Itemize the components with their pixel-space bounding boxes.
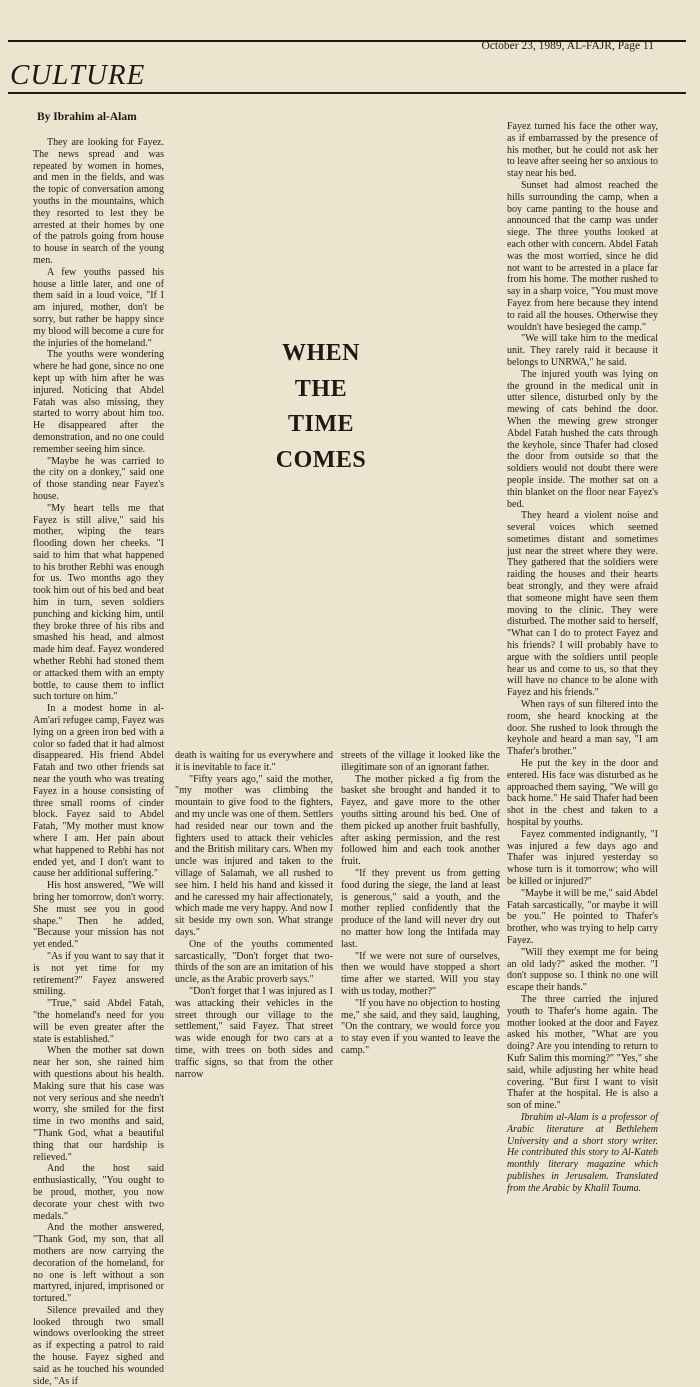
story-title-line: WHEN (281, 340, 360, 366)
article-paragraph: And the host said enthusiastically, "You ought to be proud, mother, you now decorate your chest with two medals." (33, 1163, 164, 1222)
article-paragraph: And the mother answered, "Thank God, my son, that all mothers are now carrying the decoration of the homeland, for no one is left without a son martyred, injured, imprisoned or tortured." (33, 1222, 164, 1305)
story-title-line: TIME (287, 411, 354, 437)
article-paragraph: His host answered, "We will bring her tomorrow, don't worry. She must see you in good shape." Then he added, "Because your mission has not yet ended." (33, 880, 164, 951)
byline: By Ibrahim al-Alam (37, 111, 137, 123)
article-paragraph: He put the key in the door and entered. His face was disturbed as he approached them saying, "We will go back home." He said Thafer had been shot in the chest and taken to a hospital by youths. (507, 758, 658, 829)
article-paragraph: Sunset had almost reached the hills surrounding the camp, when a boy came panting to the house and announced that the camp was under siege. The three youths looked at each other with concern. Abdel Fatah was the most worried, since he did not want to be arrested in a place far from his home. The mother rushed to say in a sharp voice, "You must move Fayez from here because they intend to raid all the houses. Otherwise they wouldn't have besieged the camp." (507, 179, 658, 333)
article-paragraph: "As if you want to say that it is not yet time for my retirement?" Fayez answered smiling. (33, 950, 164, 998)
article-paragraph: The three carried the injured youth to Thafer's home again. The mother looked at the door and Fayez asked his mother, "What are you doing? Are you intending to return to Kufr Salim this morning?" "Yes," she said, while adjusting her white head covering. "But first I want to visit Thafer at the hospital. He is also a son of mine." (507, 993, 658, 1112)
page-header-dateline: October 23, 1989, AL-FAJR, Page 11 (481, 40, 654, 52)
section-title: CULTURE (10, 59, 146, 91)
article-paragraph: "Don't forget that I was injured as I was attacking their vehicles in the street through our village to the settlement," said Fayez. That street was wide enough for two cars at a time, with trees on both sides and traffic signs, so that from the other narrow (175, 985, 333, 1080)
article-paragraph: A few youths passed his house a little later, and one of them said in a loud voice, "If I am injured, mother, don't be sorry, but rather be happy since my blood will become a cure for the injuries of the homeland." (33, 266, 164, 349)
article-paragraph: When the mother sat down near her son, she rained him with questions about his health. Making sure that his case was not very serious and she needn't worry, she smiled for the first time in two months and said, "Thank God, what a beautiful thing that our hardship is relieved." (33, 1045, 164, 1163)
article-paragraph: "My heart tells me that Fayez is still alive," said his mother, wiping the tears flooding down her cheeks. "I said to him that what happened to his brother Rebhi was enough for us. Two months ago they took him out of his bed and beat him in turn, seven soldiers punching and kicking him, until they broke three of his ribs and smashed his head, and almost made him deaf. Fayez wondered whether Rebhi had stoned them or attacked them with an empty bottle, to cause them to inflict such torture on him." (33, 502, 164, 703)
article-paragraph: death is waiting for us everywhere and it is inevitable to face it." (175, 750, 333, 773)
section-rule (8, 92, 686, 94)
article-paragraph: They are looking for Fayez. The news spread and was repeated by women in homes, and men in the fields, and was the topic of conversation among youths in the mountains, which they resorted to lest they be arrested at their homes by one of the patrols going from house to house in search of the young men. (33, 137, 164, 266)
article-paragraph: "If we were not sure of ourselves, then we would have stopped a short time after we started. Will you stay with us today, mother?" (341, 950, 500, 997)
article-paragraph: "If they prevent us from getting food during the siege, the land at least is generous," said a youth, and the mother replied confidently that the produce of the land will never dry out no matter how long the Intifada may last. (341, 867, 500, 950)
story-title (255, 336, 387, 478)
article-paragraph: They heard a violent noise and several voices which seemed sometimes distant and sometimes just near the street where they were. They gathered that the soldiers were raiding the houses and their hearts beat strongly, and they were afraid that someone might have seen them moving to the clinic. They were disturbed. The mother said to herself, "What can I do to protect Fayez and his friends? I will probably have to argue with the soldiers until people hear us and come to us, so that they will have no chance to be alone with Fayez and his friends." (507, 510, 658, 699)
article-column-4 (507, 121, 658, 1194)
article-column-3 (341, 750, 500, 1056)
article-paragraph: "Fifty years ago," said the mother, "my mother was climbing the mountain to give food to the fighters, and my uncle was one of them. Settlers had resided near our town and the fighters used to attack their vehicles and the British military cars. When my uncle was injured and taken to the village of Salamah, we all rushed to see him. I held his hand and kissed it and he caressed my hair affectionately, which made me very happy. And now I sit beside my own son. What strange days." (175, 773, 333, 938)
author-note: Ibrahim al-Alam is a professor of Arabic literature at Bethlehem University and a short story writer. He contributed this story to Al-Kateb monthly literary magazine which publishes in Jerusalem. Translated from the Arabic by Khalil Touma. (507, 1111, 658, 1194)
article-paragraph: Fayez commented indignantly, "I was injured a few days ago and Thafer was injured yesterday so whose turn is it tomorrow; who will be killed or injured?" (507, 828, 658, 887)
article-column-1 (33, 137, 164, 1387)
article-paragraph: "True," said Abdel Fatah, "the homeland's need for you will be even greater after the state is established." (33, 998, 164, 1045)
article-paragraph: "We will take him to the medical unit. They rarely raid it because it belongs to UNRWA," he said. (507, 333, 658, 368)
article-paragraph: The mother picked a fig from the basket she brought and handed it to Fayez, and gave more to the other youths sitting around his bed. One of them picked up another fruit bashfully, after asking permission, and the rest followed him and each took another fruit. (341, 773, 500, 868)
article-paragraph: The youths were wondering where he had gone, since no one kept up with him after he was injured. Noticing that Abdel Fatah was also missing, they started to worry about him too. He disappeared after the demonstration, and no one could remember seeing him since. (33, 349, 164, 455)
article-paragraph: Silence prevailed and they looked through two small windows overlooking the street as if expecting a patrol to raid the house. Fayez sighed and said as he touched his wounded side, "As if (33, 1304, 164, 1387)
article-paragraph: streets of the village it looked like the illegitimate son of an ignorant father. (341, 750, 500, 773)
article-paragraph: "Maybe he was carried to the city on a donkey," said one of those standing near Fayez's house. (33, 455, 164, 502)
article-paragraph: When rays of sun filtered into the room, she heard knocking at the door. She rushed to look through the keyhole and heard a man say, "I am Thafer's brother." (507, 699, 658, 758)
article-paragraph: "Maybe it will be me," said Abdel Fatah sarcastically, "or maybe it will be you." He pointed to Thafer's brother, who was trying to help carry Fayez. (507, 887, 658, 946)
article-column-2 (175, 750, 333, 1080)
story-title-line: THE (294, 375, 348, 402)
article-paragraph: "Will they exempt me for being an old lady?" asked the mother. "I don't suppose so. I think no one will escape their hands." (507, 946, 658, 994)
article-paragraph: The injured youth was lying on the ground in the medical unit in utter silence, disturbed only by the mewing of cats behind the door. When the mewing grew stronger Abdel Fatah hushed the cats through the keyhole, since Thafer had closed the door from outside so that the soldiers would not doubt there were people inside. The mother sat on a thin blanket on the floor near Fayez's bed. (507, 368, 658, 510)
article-paragraph: "If you have no objection to hosting me," she said, and they said, laughing, "On the contrary, we would force you to stay even if you wanted to leave the camp." (341, 997, 500, 1056)
article-paragraph: In a modest home in al-Am'ari refugee camp, Fayez was lying on a green iron bed with a color so faded that it had almost disappeared. His friend Abdel Fatah and two other friends sat near the youth who was treating Fayez in a house consisting of three small rooms of cinder block. Fayez said to Abdel Fatah, "My mother must know where I am. Her pain about what happened to Rebhi has not ended yet, and I don't want to cause her additional suffering." (33, 703, 164, 880)
story-title-line: COMES (275, 446, 367, 473)
article-paragraph: Fayez turned his face the other way, as if embarrassed by the presence of his mother, but he could not ask her to leave after seeing her so anxious to stay near his bed. (507, 121, 658, 180)
article-paragraph: One of the youths commented sarcastically, "Don't forget that two-thirds of the son are an imitation of his uncle, as the Arabic proverb says." (175, 938, 333, 986)
